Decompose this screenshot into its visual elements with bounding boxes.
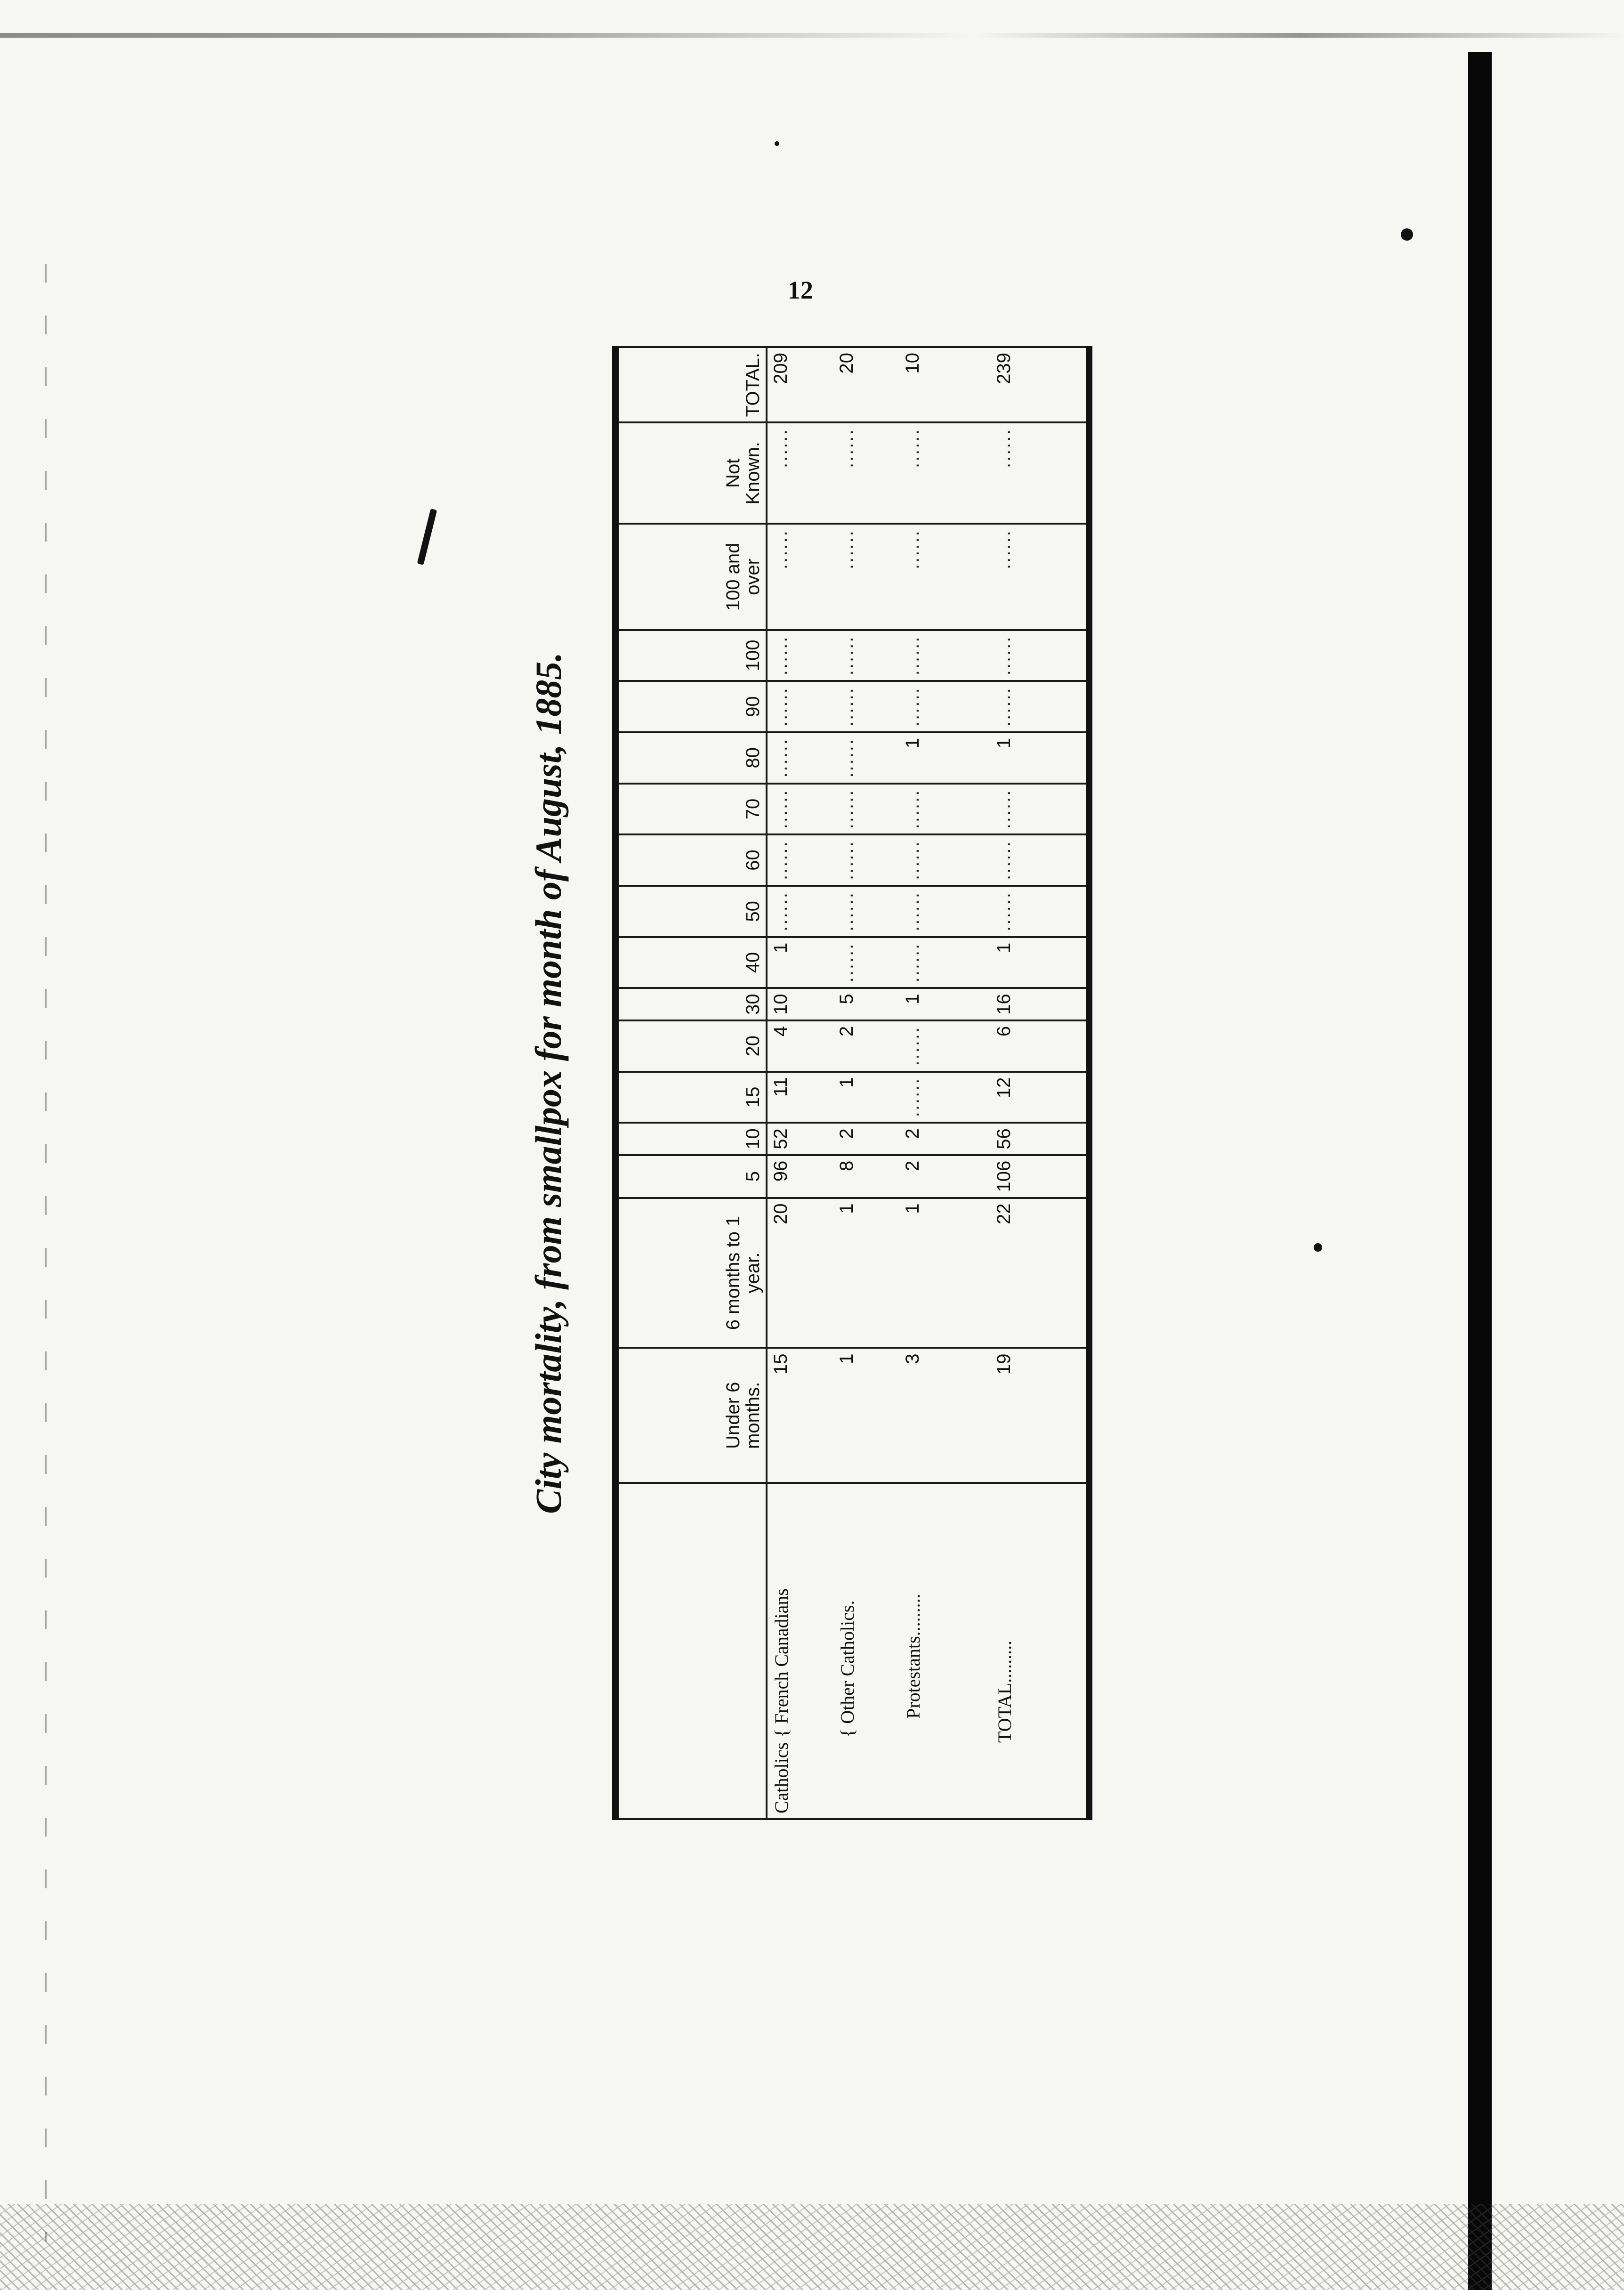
table-cell: ......	[833, 732, 899, 784]
table-cell: 11	[767, 1072, 833, 1123]
table-cell: 12	[965, 1072, 1089, 1123]
table-cell: ......	[899, 937, 965, 988]
table-cell: ......	[833, 937, 899, 988]
table-cell: ......	[833, 784, 899, 835]
table-cell: ......	[833, 524, 899, 630]
table-cell: ......	[767, 834, 833, 886]
binding-shadow-bar	[1468, 52, 1492, 2290]
table-cell: 20	[767, 1198, 833, 1348]
header-row-label-cell	[615, 1483, 767, 1819]
table-cell: ......	[767, 732, 833, 784]
row-label-cell	[965, 1483, 1089, 1819]
table-cell: ......	[899, 681, 965, 732]
table-cell: 1	[767, 937, 833, 988]
row-label: French Canadians	[771, 1588, 792, 1724]
table-cell: ......	[965, 784, 1089, 835]
table-cell: 1	[899, 732, 965, 784]
table-row	[899, 347, 965, 1819]
col-header: 70	[615, 784, 767, 835]
table-cell: 209	[767, 347, 833, 422]
table-cell: 52	[767, 1123, 833, 1155]
table-cell: ......	[833, 834, 899, 886]
row-label-cell: Catholics { French Canadians	[767, 1483, 833, 1819]
table-row	[767, 347, 833, 1819]
table-cell: ......	[899, 886, 965, 937]
table-cell: 1	[833, 1348, 899, 1483]
table-cell: ......	[965, 886, 1089, 937]
table-cell: ......	[899, 784, 965, 835]
scan-edge-left	[45, 264, 47, 2241]
table-cell: ......	[833, 681, 899, 732]
table-cell: ......	[899, 834, 965, 886]
table-cell: ......	[833, 886, 899, 937]
table-cell: ......	[899, 630, 965, 681]
table-cell: ......	[767, 681, 833, 732]
row-label: Protestants.........	[903, 1594, 924, 1719]
table-cell: ......	[899, 524, 965, 630]
table-cell: 10	[899, 347, 965, 422]
total-row	[965, 347, 1089, 1819]
speck	[1314, 1243, 1322, 1252]
table-cell: 2	[833, 1020, 899, 1072]
table-cell: 10	[767, 988, 833, 1020]
table-cell: 2	[833, 1123, 899, 1155]
page-number: 12	[788, 276, 813, 304]
row-label-cell	[899, 1483, 965, 1819]
col-header: 40	[615, 937, 767, 988]
table-caption: City mortality, from smallpox for month of August, 1885.	[528, 652, 569, 1514]
table-cell: ......	[767, 630, 833, 681]
speck	[775, 141, 779, 146]
mortality-table	[612, 346, 1092, 1820]
col-header: 15	[615, 1072, 767, 1123]
table-cell: ......	[899, 1020, 965, 1072]
row-label: Other Catholics.	[837, 1600, 858, 1724]
table-cell: ......	[899, 1072, 965, 1123]
table-cell: 4	[767, 1020, 833, 1072]
total-label: TOTAL.........	[994, 1640, 1015, 1743]
table-cell: ......	[965, 422, 1089, 524]
rotated-table-block	[518, 346, 1130, 1820]
col-header: 100 and over	[615, 524, 767, 630]
table-cell: 1	[965, 937, 1089, 988]
table-cell: 1	[899, 1198, 965, 1348]
col-header: 50	[615, 886, 767, 937]
table-cell: 5	[833, 988, 899, 1020]
table-cell: 1	[899, 988, 965, 1020]
speck	[1401, 228, 1413, 241]
col-header: TOTAL.	[615, 347, 767, 422]
scan-edge-top	[0, 33, 1624, 38]
header-row	[615, 347, 767, 1819]
table-cell: ......	[833, 422, 899, 524]
table-row	[833, 347, 899, 1819]
table-cell: 1	[833, 1072, 899, 1123]
col-header: 5	[615, 1155, 767, 1198]
row-label-cell: { Other Catholics.	[833, 1483, 899, 1819]
table-cell: 1	[965, 732, 1089, 784]
table-cell: ......	[899, 422, 965, 524]
table-cell: ......	[767, 422, 833, 524]
scan-edge-bottom	[0, 2204, 1624, 2290]
table-cell: 20	[833, 347, 899, 422]
table-cell: 3	[899, 1348, 965, 1483]
table-cell: 22	[965, 1198, 1089, 1348]
speck	[417, 509, 437, 565]
table-cell: 96	[767, 1155, 833, 1198]
col-header: 100	[615, 630, 767, 681]
table-cell: ......	[965, 524, 1089, 630]
table-cell: 8	[833, 1155, 899, 1198]
table-cell: ......	[833, 630, 899, 681]
table-cell: ......	[767, 524, 833, 630]
table-cell: 106	[965, 1155, 1089, 1198]
table-cell: 6	[965, 1020, 1089, 1072]
col-header: 30	[615, 988, 767, 1020]
table-cell: ......	[965, 681, 1089, 732]
table-cell: 239	[965, 347, 1089, 422]
table-cell: 15	[767, 1348, 833, 1483]
col-header: 60	[615, 834, 767, 886]
table-cell: ......	[767, 784, 833, 835]
col-header: 6 months to 1 year.	[615, 1198, 767, 1348]
table-cell: 16	[965, 988, 1089, 1020]
col-header: 10	[615, 1123, 767, 1155]
col-header: 80	[615, 732, 767, 784]
col-header: Under 6 months.	[615, 1348, 767, 1483]
col-header: Not Known.	[615, 422, 767, 524]
table-cell: 56	[965, 1123, 1089, 1155]
catholics-group-label: Catholics	[771, 1742, 792, 1813]
table-cell: 1	[833, 1198, 899, 1348]
table-cell: ......	[767, 886, 833, 937]
col-header: 20	[615, 1020, 767, 1072]
table-cell: 19	[965, 1348, 1089, 1483]
table-cell: 2	[899, 1155, 965, 1198]
table-cell: 2	[899, 1123, 965, 1155]
table-cell: ......	[965, 630, 1089, 681]
col-header: 90	[615, 681, 767, 732]
table-cell: ......	[965, 834, 1089, 886]
